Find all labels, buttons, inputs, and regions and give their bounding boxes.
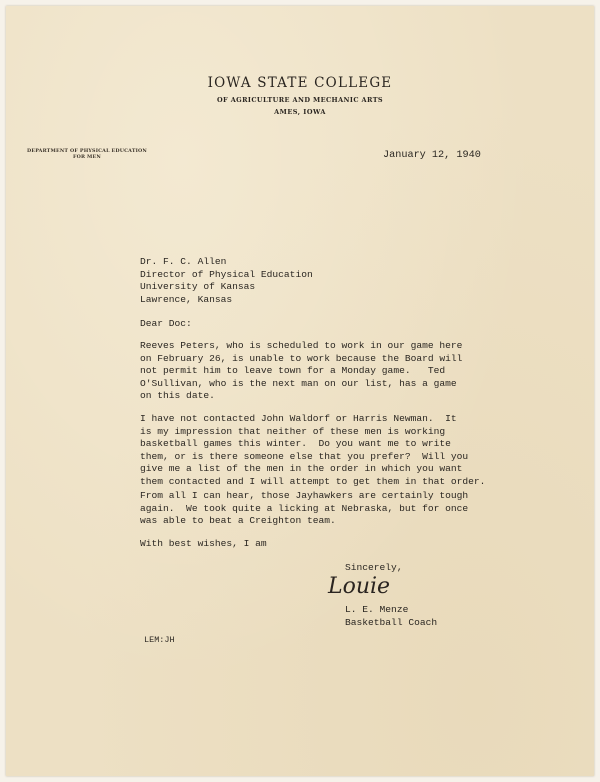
department-line-1: DEPARTMENT OF PHYSICAL EDUCATION (26, 148, 148, 154)
text-line: basketball games this winter. Do you want me to write (140, 438, 451, 449)
text-line: on this date. (140, 390, 215, 401)
letter-date: January 12, 1940 (383, 150, 481, 161)
valediction: Sincerely, (345, 562, 403, 573)
letterhead-subtitle: OF AGRICULTURE AND MECHANIC ARTS (216, 96, 384, 104)
department-line-2: FOR MEN (73, 154, 101, 160)
text-line: again. We took quite a licking at Nebraska, but for once (140, 502, 469, 514)
text-line: them, or is there someone else that you prefer? Will you (140, 450, 469, 462)
text-line: Reeves Peters, who is scheduled to work in our game here (140, 340, 463, 351)
text-line: give me a list of the men in the order in which you want (140, 463, 463, 474)
paragraph-1 (140, 340, 462, 403)
text-line: O'Sullivan, who is the next man on our list, has a game (140, 377, 457, 389)
address-line: Dr. F. C. Allen (140, 256, 227, 267)
letter-page (6, 6, 594, 776)
closing-line: With best wishes, I am (140, 538, 267, 549)
letterhead-location: AMES, IOWA (274, 108, 326, 116)
paragraph-3 (140, 490, 468, 528)
reference-initials: LEM:JH (144, 635, 175, 645)
address-line: Director of Physical Education (140, 268, 313, 280)
text-line: not permit him to leave town for a Monday game. Ted (140, 365, 446, 376)
letterhead-institution: IOWA STATE COLLEGE (207, 75, 393, 91)
recipient-address (140, 256, 313, 306)
handwritten-signature: Louie (328, 574, 391, 599)
text-line: is my impression that neither of these men is working (140, 425, 446, 437)
address-line: University of Kansas (140, 281, 256, 292)
department-heading (24, 148, 150, 160)
signer-name: L. E. Menze (345, 604, 409, 615)
text-line: on February 26, is unable to work because the Board will (140, 352, 463, 364)
paragraph-2 (140, 413, 485, 488)
signature-block (345, 604, 437, 629)
text-line: was able to beat a Creighton team. (140, 515, 336, 526)
salutation: Dear Doc: (140, 318, 192, 329)
text-line: I have not contacted John Waldorf or Harris Newman. It (140, 413, 457, 424)
text-line: them contacted and I will attempt to get them in that order. (140, 475, 486, 487)
signer-title: Basketball Coach (345, 616, 438, 628)
text-line: From all I can hear, those Jayhawkers are certainly tough (140, 490, 469, 501)
address-line: Lawrence, Kansas (140, 293, 233, 305)
